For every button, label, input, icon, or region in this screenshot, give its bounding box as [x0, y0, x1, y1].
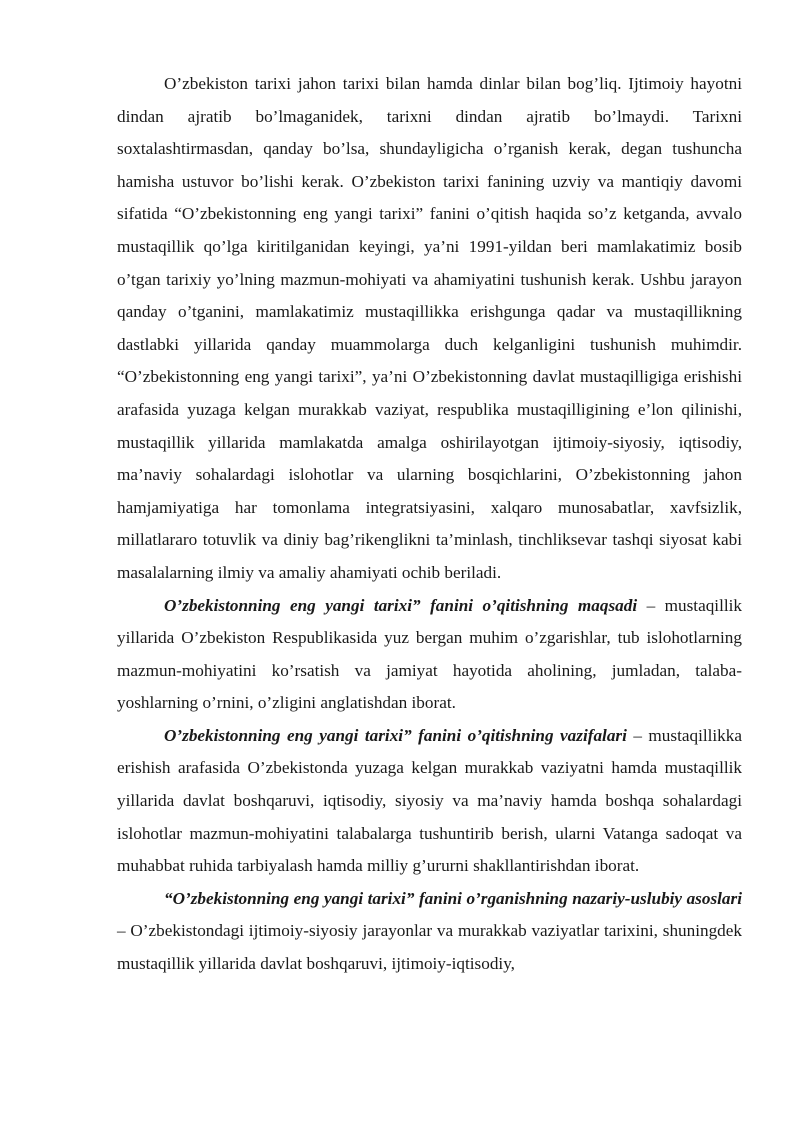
- paragraph-tasks: [117, 720, 742, 883]
- paragraph-text: – O’zbekistondagi ijtimoiy-siyosiy jarayonlar va murakkab vaziyatlar tarixini, shuningdek mustaqillik yillarida davlat boshqaruvi, ijtimoiy-iqtisodiy,: [117, 921, 742, 974]
- paragraph-text: – mustaqillikka erishish arafasida O’zbekistonda yuzaga kelgan murakkab vaziyatni hamda mustaqillik yillarida davlat boshqaruvi, iqtisodiy, siyosiy va ma’naviy hamda boshqa sohalardagi islohotlar mazmun-mohiyatini talabalarga tushuntirib berish, ularni Vatanga sadoqat va muhabbat ruhida tarbiyalash hamda milliy g’ururni shakllantirishdan iborat.: [117, 725, 742, 876]
- paragraph-lead-foundations: “O’zbekistonning eng yangi tarixi” fanini o’rganishning nazariy-uslubiy asoslari: [164, 888, 742, 908]
- paragraph-foundations: [117, 883, 742, 981]
- paragraph-text: – mustaqillik yillarida O’zbekiston Respublikasida yuz bergan muhim o’zgarishlar, tub islohotlarning mazmun-mohiyatini ko’rsatish va jamiyat hayotida aholining, jumladan, talaba-yoshlarning o’rnini, o’zligini anglatishdan iborat.: [117, 595, 743, 713]
- paragraph-intro: [117, 68, 742, 590]
- document-page: [117, 68, 742, 981]
- paragraph-lead-goal: O’zbekistonning eng yangi tarixi” fanini o’qitishning maqsadi: [164, 595, 638, 615]
- paragraph-lead-tasks: O’zbekistonning eng yangi tarixi” fanini o’qitishning vazifalari: [164, 725, 627, 745]
- paragraph-goal: [117, 590, 742, 720]
- paragraph-text: O’zbekiston tarixi jahon tarixi bilan hamda dinlar bilan bog’liq. Ijtimoiy hayotni dindan ajratib bo’lmaganidek, tarixni dindan ajratib bo’lmaydi. Tarixni soxtalashtirmasdan, qanday bo’lsa, shundayligicha o’rganish kerak, degan tushuncha hamisha ustuvor bo’lishi kerak. O’zbekiston tarixi fanining uzviy va mantiqiy davomi sifatida “O’zbekistonning eng yangi tarixi” fanini o’qitish haqida so’z ketganda, avvalo mustaqillik qo’lga kiritilganidan keyingi, ya’ni 1991-yildan beri mamlakatimiz bosib o’tgan tarixiy yo’lning mazmun-mohiyati va ahamiyatini tushunish kerak. Ushbu jarayon qanday o’tganini, mamlakatimiz mustaqillikka erishgunga qadar va mustaqillikning dastlabki yillarida qanday muammolarga duch kelganligini tushunish muhimdir. “O’zbekistonning eng yangi tarixi”, ya’ni O’zbekistonning davlat mustaqilligiga erishishi arafasida yuzaga kelgan murakkab vaziyat, respublika mustaqilligining e’lon qilinishi, mustaqillik yillarida mamlakatda amalga oshirilayotgan ijtimoiy-siyosiy, iqtisodiy, ma’naviy sohalardagi islohotlar va ularning bosqichlarini, O’zbekistonning jahon hamjamiyatiga har tomonlama integratsiyasini, xalqaro munosabatlar, xavfsizlik, millatlararo totuvlik va diniy bag’rikenglikni ta’minlash, tinchliksevar tashqi siyosat kabi masalalarning ilmiy va amaliy ahamiyati ochib beriladi.: [117, 74, 742, 582]
